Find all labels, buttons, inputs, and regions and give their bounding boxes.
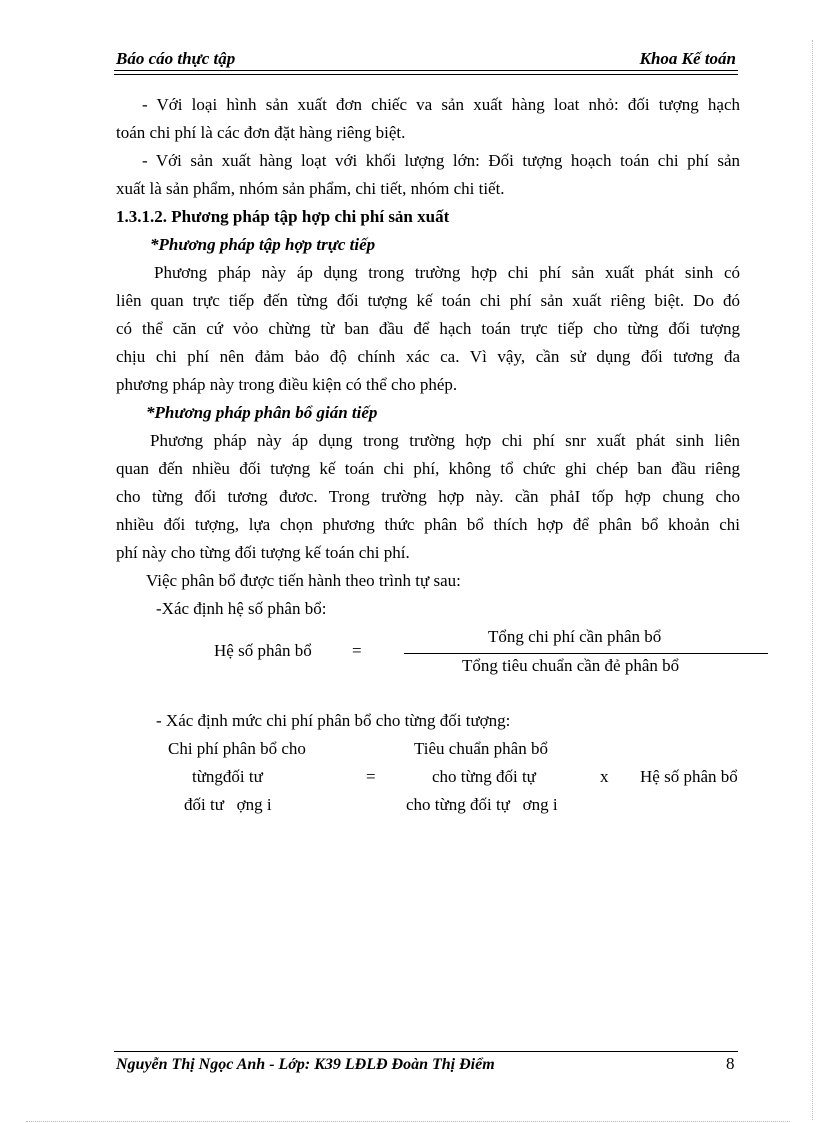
paragraph-line: Phương pháp này áp dụng trong trường hợp chi phí sản xuất phát sinh có: [154, 263, 740, 282]
formula2-middle: cho từng đối tự ơng i: [406, 795, 558, 814]
formula2-middle: cho từng đối tự: [432, 767, 536, 786]
paragraph-line: cho từng đối tương đươc. Trong trường hợp này. cần phảI tốp hợp chung cho: [116, 487, 740, 506]
formula-lhs: Hệ số phân bổ: [214, 641, 312, 660]
formula2-middle: Tiêu chuẩn phân bổ: [414, 739, 548, 758]
formula2-lhs: Chi phí phân bổ cho: [168, 739, 306, 758]
header-title: Báo cáo thực tập: [116, 49, 236, 68]
formula-denominator: Tổng tiêu chuẩn cần đẻ phân bổ: [462, 656, 680, 675]
formula2-rhs: Hệ số phân bổ: [640, 767, 738, 786]
paragraph-line: toán chi phí là các đơn đặt hàng riêng biệt.: [116, 123, 406, 142]
paragraph-line: có thể căn cứ vỏo chừng từ ban đầu để hạch toán trực tiếp cho từng đối tượng: [116, 319, 740, 338]
formula2-times: x: [600, 767, 609, 786]
page-edge-dotted-vertical: [812, 40, 813, 1120]
paragraph-line: - Với loại hình sản xuất đơn chiếc va sản xuất hàng loat nhỏ: đối tượng hạch: [142, 95, 740, 114]
formula2-lhs: từngđối tư: [192, 767, 263, 786]
step-label: - Xác định mức chi phí phân bổ cho từng đối tượng:: [156, 711, 511, 730]
paragraph-line: nhiều đối tượng, lựa chọn phương thức phân bổ thích hợp để phân bổ khoản chi: [116, 515, 740, 534]
footer-rule: [114, 1051, 738, 1052]
fraction-bar: [404, 653, 768, 654]
paragraph-line: Phương pháp này áp dụng trong trường hợp chi phí snr xuất phát sinh liên: [150, 431, 740, 450]
paragraph-line: quan đến nhiều đối tượng kế toán chi phí, không tổ chức ghi chép ban đầu riêng: [116, 459, 740, 478]
formula-numerator: Tổng chi phí cần phân bổ: [488, 627, 662, 646]
footer-author: Nguyễn Thị Ngọc Anh - Lớp: K39 LĐLĐ Đoàn Thị Điểm: [116, 1056, 495, 1073]
paragraph-line: phí này cho từng đối tượng kế toán chi phí.: [116, 543, 410, 562]
paragraph-line: - Với sản xuất hàng loạt với khối lượng lớn: Đối tượng hoạch toán chi phí sản: [142, 151, 740, 170]
formula-equals: =: [352, 641, 362, 660]
page-edge-dotted: [26, 1121, 790, 1122]
header-rule: [114, 70, 738, 71]
section-heading: 1.3.1.2. Phương pháp tập hợp chi phí sản xuất: [116, 207, 450, 226]
step-label: -Xác định hệ số phân bổ:: [156, 599, 327, 618]
header-department: Khoa Kế toán: [639, 49, 736, 68]
formula2-lhs: đối tư ợng i: [184, 795, 272, 814]
paragraph-line: chịu chi phí nên đảm bảo độ chính xác ca. Vì vậy, cần sử dụng đối tương đa: [116, 347, 740, 366]
formula2-equals: =: [366, 767, 376, 786]
page-number: 8: [726, 1054, 735, 1073]
paragraph-line: xuất là sản phẩm, nhóm sản phẩm, chi tiết, nhóm chi tiết.: [116, 179, 505, 198]
subheading-direct-method: *Phương pháp tập hợp trực tiếp: [150, 235, 376, 254]
subheading-indirect-method: *Phương pháp phân bổ gián tiếp: [146, 403, 378, 422]
paragraph-line: phương pháp này trong điều kiện có thể cho phép.: [116, 375, 458, 394]
paragraph-line: Việc phân bổ được tiến hành theo trình tự sau:: [146, 571, 461, 590]
header-rule-thin: [114, 74, 738, 75]
paragraph-line: liên quan trực tiếp đến từng đối tượng kế toán chi phí sản xuất riêng biệt. Do đó: [116, 291, 740, 310]
